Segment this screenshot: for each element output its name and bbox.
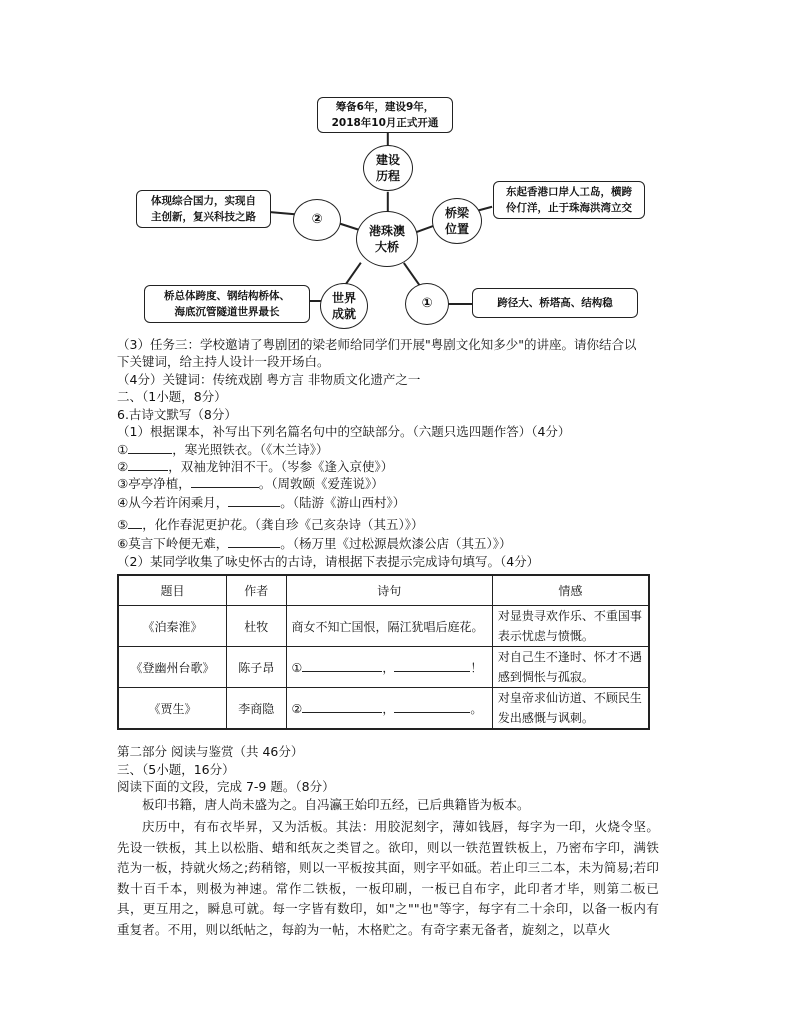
answer-blank[interactable]	[228, 535, 280, 548]
build-history-box: 筹备6年，建设9年， 2018年10月正式开通	[317, 97, 453, 133]
table-row	[118, 647, 649, 688]
emotion-cell: 对皇帝求仙访道、不顾民生发出感慨与讽刺。	[492, 688, 649, 730]
connector-line	[448, 303, 474, 305]
answer-blank[interactable]	[302, 700, 382, 713]
mind-map-diagram	[0, 0, 794, 340]
section2-heading: 二、（1小题，8分）	[117, 389, 227, 404]
q6-1-instruction: （1）根据课本，补写出下列名篇名句中的空缺部分。（六题只选四题作答）（4分）	[117, 424, 571, 439]
world-achievement-box: 桥总体跨度、钢结构桥体、 海底沉管隧道世界最长	[144, 285, 310, 323]
answer-blank[interactable]	[191, 475, 259, 488]
world-achievement-node: 世界 成就	[320, 283, 368, 329]
column-header: 情感	[492, 575, 649, 606]
connector-line	[387, 192, 389, 212]
author-cell: 李商隐	[227, 688, 287, 730]
build-history-node: 建设 历程	[363, 145, 413, 191]
center-node: 港珠澳 大桥	[356, 211, 418, 267]
fill-blank-4: ④从今若许闲乘月， 。（陆游《游山西村》）	[117, 495, 406, 510]
passage-paragraph-1: 板印书籍，唐人尚未盛为之。自冯瀛王始印五经，已后典籍皆为板本。	[142, 797, 530, 812]
connector-line	[269, 211, 295, 215]
answer-blank[interactable]	[302, 659, 382, 672]
fill-blank-2: ② ，双袖龙钟泪不干。（岑参《逢入京使》）	[117, 459, 394, 474]
fill-blank-3: ③亭亭净植， 。（周敦颐《爱莲说》）	[117, 476, 384, 491]
task3-line1: （3）任务三：学校邀请了粤剧团的梁老师给同学们开展"粤剧文化知多少"的讲座。请你结合以	[117, 337, 637, 352]
answer-blank[interactable]	[128, 516, 142, 529]
table-header-row	[118, 575, 649, 606]
task3-line2: 下关键词，给主持人设计一段开场白。	[117, 354, 330, 369]
fill-blank-5: ⑤ ，化作春泥更护花。（龚自珍《己亥杂诗（其五）》）	[117, 517, 424, 532]
answer-blank[interactable]	[228, 494, 280, 507]
q6-2-instruction: （2）某同学收集了咏史怀古的古诗，请根据下表提示完成诗句填写。（4分）	[117, 554, 540, 569]
emotion-cell: 对显贵寻欢作乐、不重国事表示忧虑与愤慨。	[492, 606, 649, 647]
passage-paragraph-2: 庆历中，有布衣毕昇，又为活板。其法：用胶泥刻字，薄如钱唇，每字为一印，火烧令坚。先设一铁板，其上以松脂、蜡和纸灰之类冒之。欲印，则以一铁范置铁板上，乃密布字印，满铁范为一板，持就火炀之;药稍镕，则以一平板按其面，则字平如砥。若止印三二本，未为简易;若印数十百千本，则极为神速。常作二铁板，一板印刷，一板已自布字，此印者才毕，则第二板已具，更互用之，瞬息可就。每一字皆有数印，如"之""也"等字，每字有二十余印，以备一板内有重复者。不用，则以纸帖之，每韵为一帖，木格贮之。有奇字素无备者，旋刻之，以草火	[117, 819, 659, 937]
poem-title-cell: 《泊秦淮》	[118, 606, 227, 647]
part2-title: 第二部分 阅读与鉴赏（共 46分）	[117, 744, 304, 759]
answer-blank[interactable]	[394, 700, 470, 713]
fill-blank-1: ① ，寒光照铁衣。（《木兰诗》）	[117, 442, 329, 457]
blank1-node: ①	[405, 283, 449, 325]
q6-heading: 6.古诗文默写（8分）	[117, 407, 237, 422]
table-row	[118, 606, 649, 647]
bridge-location-node: 桥梁 位置	[432, 198, 482, 244]
poem-title-cell: 《贾生》	[118, 688, 227, 730]
answer-blank[interactable]	[128, 458, 168, 471]
answer-blank[interactable]	[394, 659, 470, 672]
emotion-cell: 对自己生不逢时、怀才不遇感到惆怅与孤寂。	[492, 647, 649, 688]
table-row	[118, 688, 649, 730]
bridge-location-box: 东起香港口岸人工岛，横跨 伶仃洋，止于珠海洪湾立交	[493, 181, 645, 219]
poem-line-cell: ② ， 。	[286, 688, 492, 730]
fill-blank-6: ⑥莫言下岭便无难， 。（杨万里《过松源晨炊漆公店（其五）》）	[117, 536, 512, 551]
poem-title-cell: 《登幽州台歌》	[118, 647, 227, 688]
keywords-line: （4分）关键词：传统戏剧 粤方言 非物质文化遗产之一	[117, 372, 421, 387]
column-header: 诗句	[286, 575, 492, 606]
blank2-node: ②	[293, 199, 341, 241]
column-header: 题目	[118, 575, 227, 606]
reading-intro: 阅读下面的文段，完成 7-9 题。（8分）	[117, 779, 335, 794]
poem-line-cell: 商女不知亡国恨，隔江犹唱后庭花。	[286, 606, 492, 647]
column-header: 作者	[227, 575, 287, 606]
author-cell: 杜牧	[227, 606, 287, 647]
poem-table	[117, 574, 650, 730]
blank2-box: 体现综合国力，实现自 主创新，复兴科技之路	[136, 190, 271, 228]
section3-heading: 三、（5小题，16分）	[117, 762, 235, 777]
blank1-box: 跨径大、桥塔高、结构稳	[472, 288, 638, 318]
answer-blank[interactable]	[128, 441, 172, 454]
author-cell: 陈子昂	[227, 647, 287, 688]
poem-line-cell: ① ， ！	[286, 647, 492, 688]
